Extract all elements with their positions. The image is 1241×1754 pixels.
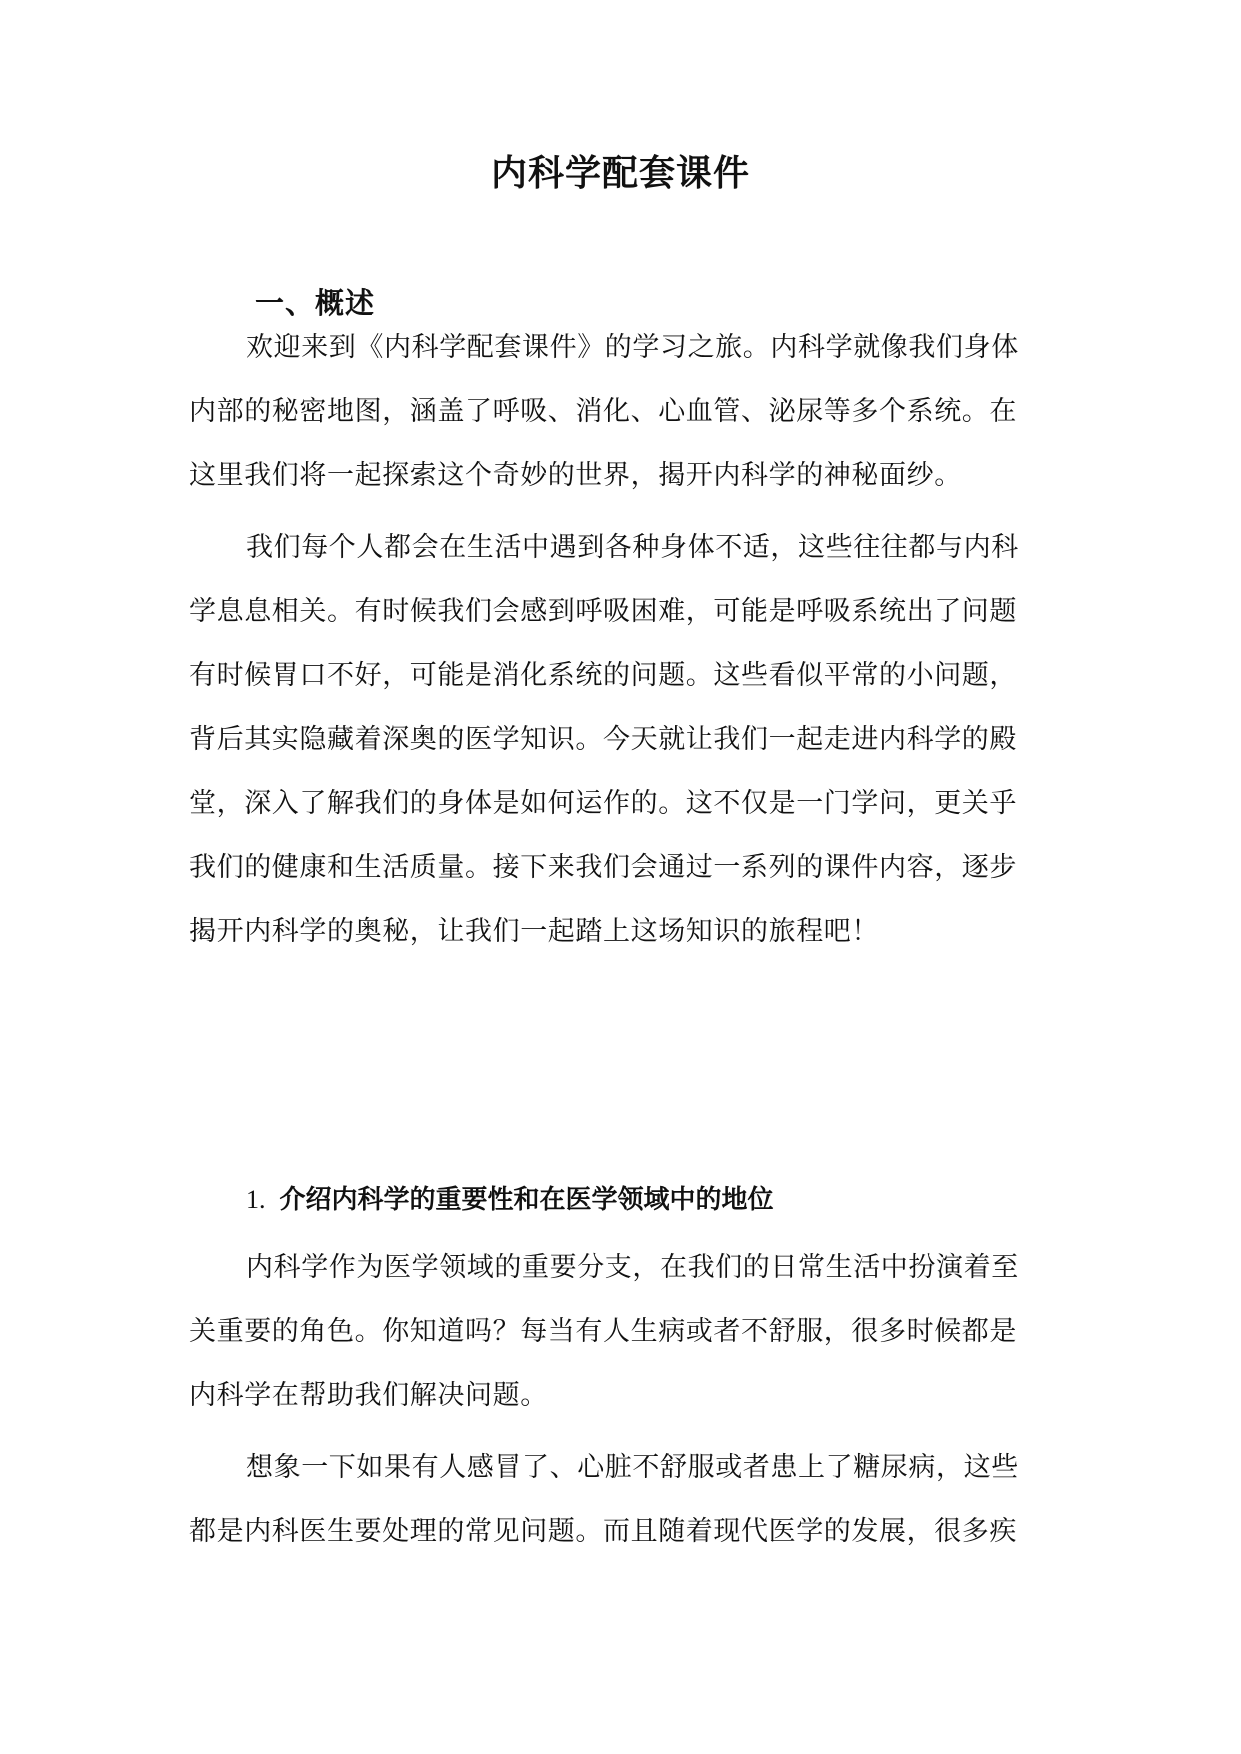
paragraph-line: 我们每个人都会在生活中遇到各种身体不适，这些往往都与内科 — [246, 532, 1019, 563]
subsection-title: 介绍内科学的重要性和在医学领域中的地位 — [279, 1185, 774, 1215]
paragraph-line: 都是内科医生要处理的常见问题。而且随着现代医学的发展，很多疾 — [189, 1516, 1017, 1547]
paragraph-line: 内部的秘密地图，涵盖了呼吸、消化、心血管、泌尿等多个系统。在 — [189, 396, 1017, 427]
paragraph-line: 学息息相关。有时候我们会感到呼吸困难，可能是呼吸系统出了问题 — [189, 596, 1017, 627]
paragraph-line: 欢迎来到《内科学配套课件》的学习之旅。内科学就像我们身体 — [246, 332, 1019, 363]
paragraph-line: 想象一下如果有人感冒了、心脏不舒服或者患上了糖尿病，这些 — [246, 1452, 1019, 1483]
paragraph-line: 这里我们将一起探索这个奇妙的世界，揭开内科学的神秘面纱。 — [189, 460, 962, 491]
subsection-number: 1. — [246, 1185, 266, 1214]
paragraph-line: 内科学作为医学领域的重要分支，在我们的日常生活中扮演着至 — [246, 1252, 1019, 1283]
paragraph-line: 有时候胃口不好，可能是消化系统的问题。这些看似平常的小问题， — [189, 660, 1017, 691]
paragraph-line: 揭开内科学的奥秘，让我们一起踏上这场知识的旅程吧！ — [189, 916, 879, 947]
section-heading-overview: 一、概述 — [255, 286, 376, 320]
paragraph-line: 我们的健康和生活质量。接下来我们会通过一系列的课件内容，逐步 — [189, 852, 1017, 883]
paragraph-line: 关重要的角色。你知道吗？每当有人生病或者不舒服，很多时候都是 — [189, 1316, 1017, 1347]
paragraph-line: 堂，深入了解我们的身体是如何运作的。这不仅是一门学问，更关乎 — [189, 788, 1017, 819]
subsection-heading — [246, 1180, 774, 1220]
paragraph-line: 内科学在帮助我们解决问题。 — [189, 1380, 548, 1411]
paragraph-line: 背后其实隐藏着深奥的医学知识。今天就让我们一起走进内科学的殿 — [189, 724, 1017, 755]
document-title: 内科学配套课件 — [490, 153, 750, 194]
